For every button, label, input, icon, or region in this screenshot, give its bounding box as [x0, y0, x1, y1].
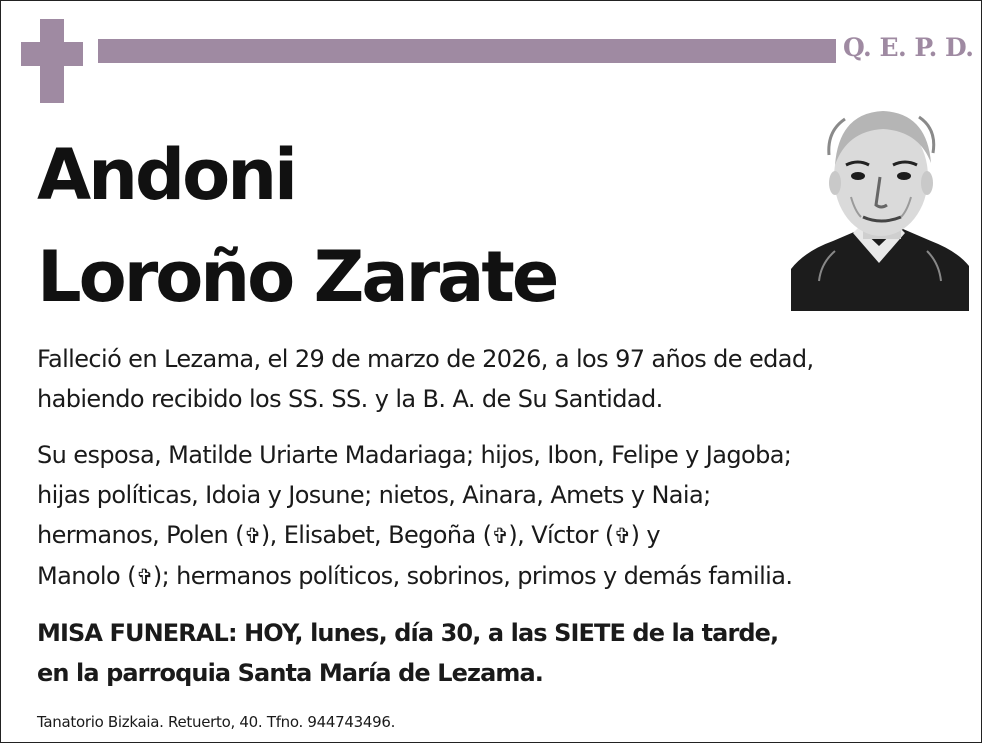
- funeral-mass-text: [37, 613, 957, 693]
- family-text: [37, 435, 957, 597]
- family-line: Su esposa, Matilde Uriarte Madariaga; hijos, Ibon, Felipe y Jagoba;: [37, 441, 792, 469]
- death-notice-text: [37, 339, 957, 419]
- funeral-line: en la parroquia Santa María de Lezama.: [37, 659, 544, 687]
- funeral-home-info: Tanatorio Bizkaia. Retuerto, 40. Tfno. 944743496.: [37, 713, 396, 731]
- family-line-segment: ), Víctor (: [508, 521, 614, 549]
- cross-icon: ✞: [243, 524, 261, 548]
- cross-icon: [21, 19, 83, 103]
- cross-icon: ✞: [135, 565, 153, 589]
- portrait-photo: [791, 101, 969, 311]
- death-notice-line: habiendo recibido los SS. SS. y la B. A. de Su Santidad.: [37, 385, 663, 413]
- family-line: [37, 556, 957, 597]
- deceased-first-name: Andoni: [37, 134, 296, 216]
- family-line: [37, 515, 957, 556]
- family-line: hijas políticas, Idoia y Josune; nietos, Ainara, Amets y Naia;: [37, 481, 711, 509]
- death-notice-line: Falleció en Lezama, el 29 de marzo de 2026, a los 97 años de edad,: [37, 345, 814, 373]
- family-line-segment: ), Elisabet, Begoña (: [260, 521, 492, 549]
- funeral-line: MISA FUNERAL: HOY, lunes, día 30, a las SIETE de la tarde,: [37, 619, 779, 647]
- deceased-surnames: Loroño Zarate: [37, 236, 557, 318]
- qepd-label: Q. E. P. D.: [843, 33, 974, 62]
- family-line-segment: ); hermanos políticos, sobrinos, primos y demás familia.: [152, 562, 793, 590]
- family-line-segment: Manolo (: [37, 562, 136, 590]
- family-line-segment: hermanos, Polen (: [37, 521, 244, 549]
- cross-icon: ✞: [613, 524, 631, 548]
- header-divider: [98, 39, 836, 63]
- family-line-segment: ) y: [630, 521, 661, 549]
- cross-icon: ✞: [491, 524, 509, 548]
